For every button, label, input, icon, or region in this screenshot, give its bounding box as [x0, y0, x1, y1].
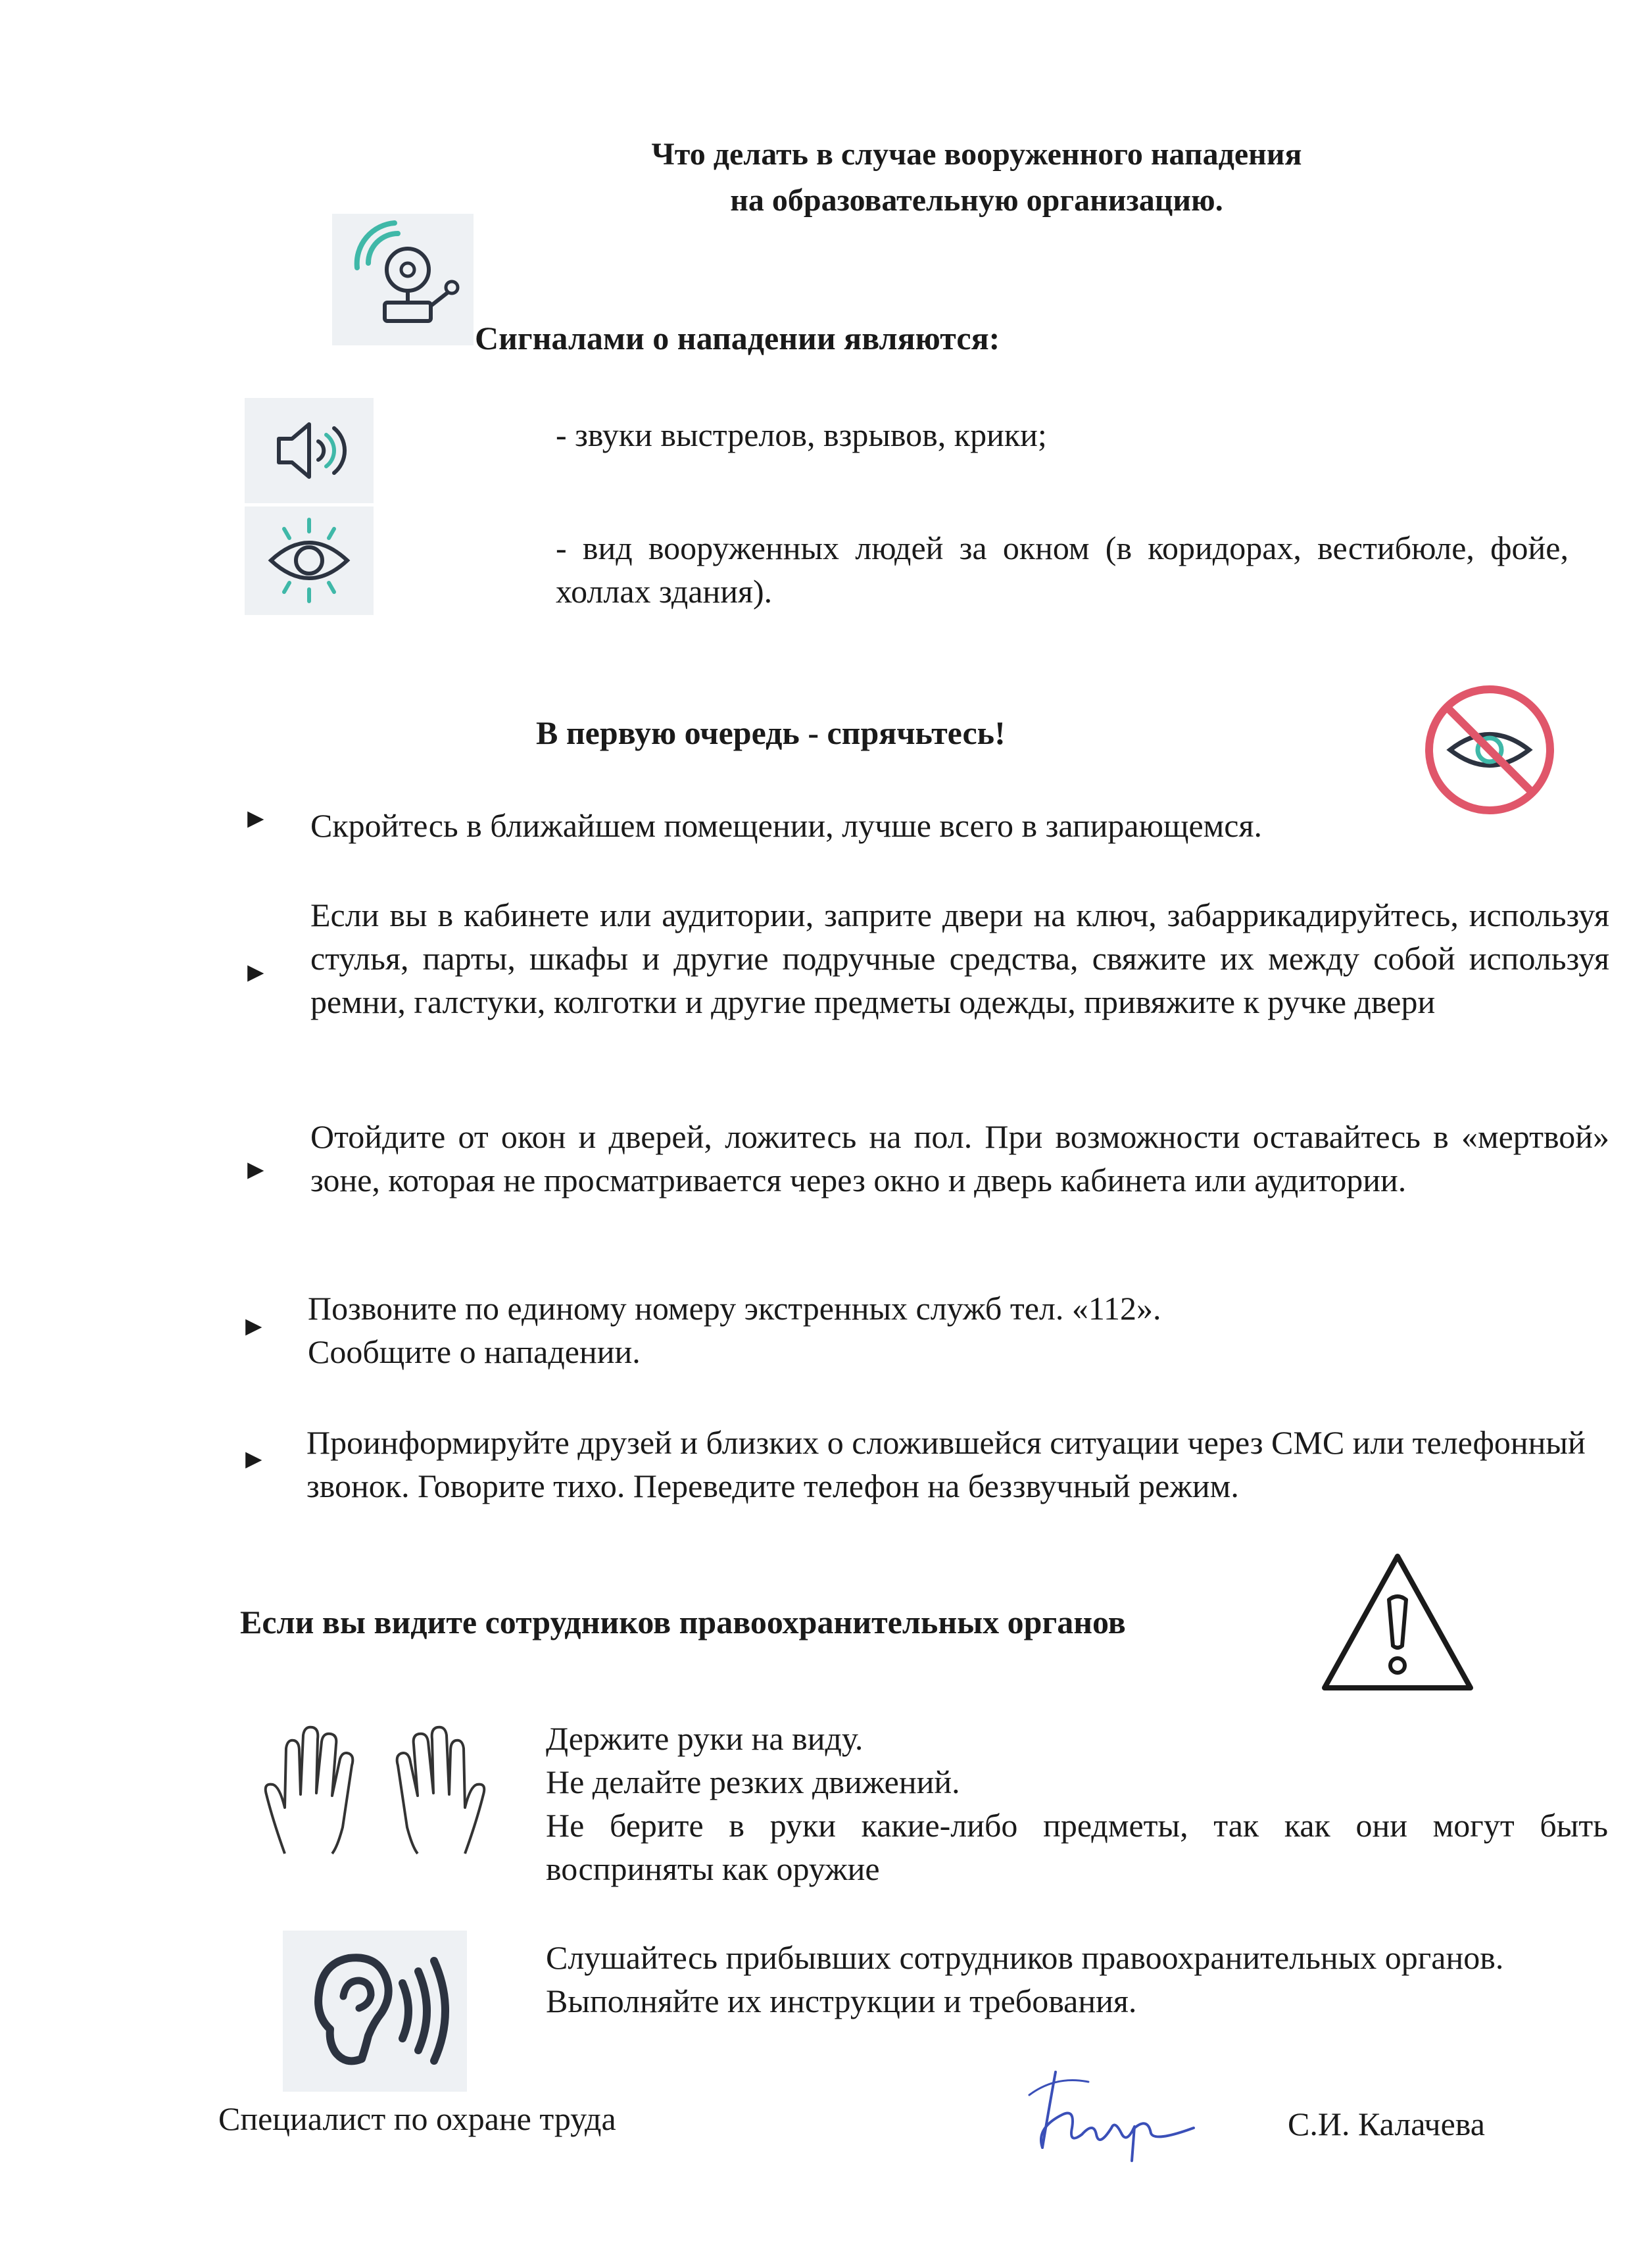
police-heading: Если вы видите сотрудников правоохранительных органов	[240, 1604, 1126, 1640]
hands-line-3: Не берите в руки какие-либо предметы, так как они могут быть восприняты как оружие	[546, 1807, 1608, 1887]
title-line-2: на образовательную организацию.	[730, 183, 1223, 218]
hide-item-4-line-1: Позвоните по единому номеру экстренных служб тел. «112».	[308, 1290, 1161, 1327]
signals-heading: Сигналами о нападении являются:	[475, 320, 1000, 357]
hide-eye-prohibited-icon	[1417, 681, 1562, 819]
hide-item-1: Скройтесь в ближайшем помещении, лучше всего в запирающемся.	[310, 807, 1262, 844]
bullet-arrow-icon: ►	[240, 1312, 268, 1342]
hide-item-5: Проинформируйте друзей и близких о сложившейся ситуации через СМС или телефонный звонок. Говорите тихо. Переведите телефон на беззвучный режим.	[306, 1424, 1586, 1504]
ear-listen-icon	[283, 1931, 467, 2092]
hide-heading: В первую очередь - спрячьтесь!	[536, 714, 1006, 751]
hands-line-1: Держите руки на виду.	[546, 1720, 864, 1757]
bullet-arrow-icon: ►	[242, 1155, 270, 1185]
signal-item-sounds: - звуки выстрелов, взрывов, крики;	[556, 416, 1047, 453]
footer-name: С.И. Калачева	[1288, 2106, 1485, 2142]
title-line-1: Что делать в случае вооруженного нападения	[651, 137, 1302, 172]
footer-position: Специалист по охране труда	[218, 2100, 616, 2137]
document-title	[0, 132, 1631, 224]
signal-item-armed-people: - вид вооруженных людей за окном (в коридорах, вестибюле, фойе, холлах здания).	[556, 530, 1569, 610]
hide-item-3: Отойдите от окон и дверей, ложитесь на пол. При возможности оставайтесь в «мертвой» зоне, которая не просматривается через окно и дверь кабинета или аудитории.	[310, 1118, 1609, 1198]
hide-item-4-line-2: Сообщите о нападении.	[308, 1333, 641, 1370]
signature	[1016, 2056, 1207, 2167]
listen-line-1: Слушайтесь прибывших сотрудников правоохранительных органов.	[546, 1939, 1504, 1976]
warning-triangle-icon	[1315, 1547, 1480, 1698]
hide-item-2: Если вы в кабинете или аудитории, заприте двери на ключ, забаррикадируйтесь, используя стулья, парты, шкафы и другие подручные средства, свяжите их между собой используя ремни, галстуки, колготки и другие предметы одежды, привяжите к ручке двери	[310, 897, 1609, 1020]
bullet-arrow-icon: ►	[242, 958, 270, 988]
bullet-arrow-icon: ►	[240, 1444, 268, 1475]
hands-line-2: Не делайте резких движений.	[546, 1763, 960, 1800]
hide-item-4	[308, 1287, 1607, 1373]
hands-instructions	[546, 1717, 1608, 1890]
listen-line-2: Выполняйте их инструкции и требования.	[546, 1983, 1137, 2019]
bullet-arrow-icon: ►	[242, 804, 270, 834]
raised-hands-icon	[260, 1722, 490, 1863]
alarm-bell-icon	[332, 214, 474, 345]
eye-icon	[245, 506, 374, 615]
speaker-sound-icon	[245, 398, 374, 503]
listen-instructions	[546, 1936, 1608, 2023]
